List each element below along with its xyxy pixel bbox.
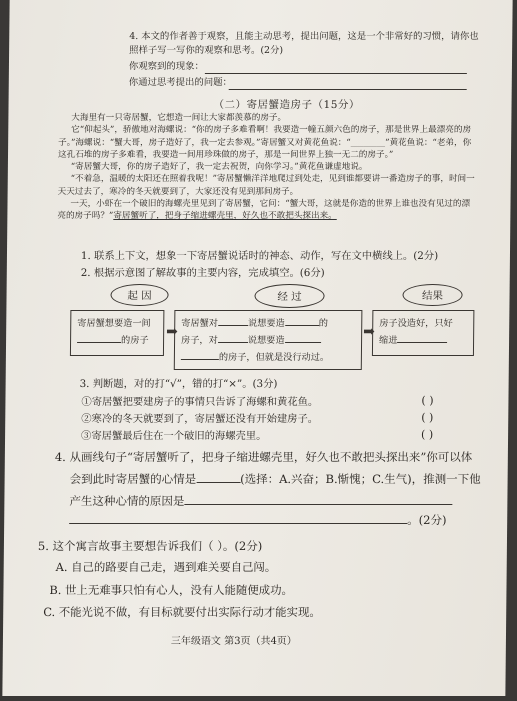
question-label: 你通过思考提出的问题： (128, 77, 232, 88)
box-process-text-e: 说想要造 (247, 335, 285, 346)
box-result-text-a: 房子没造好，只好 (379, 318, 453, 329)
option-c[interactable]: C. 不能光说不做，有目标就要付出实际行动才能实现。 (43, 605, 321, 619)
q4-top-line1: 4. 本文的作者善于观察，且能主动思考，提出问题，这是一个非常好的习惯，请你也 (129, 31, 479, 42)
box-process-text-c: 的 (318, 318, 329, 329)
box-process-text-d: 房子，对 (181, 335, 218, 346)
judge-item-1: ①寄居蟹把要建房子的事情只告诉了海螺和黄花鱼。 (81, 396, 319, 408)
question-4-line2 (70, 471, 481, 487)
box-process-text-b: 说想要造 (247, 318, 285, 329)
q4-text-d: 产生这种心情的原因是 (69, 494, 185, 508)
box-result-text-b: 缩进 (379, 335, 398, 346)
judge-item-3: ③寄居蟹最后住在一个破旧的海螺壳里。 (81, 430, 267, 442)
answer-paren-1[interactable]: ( ) (421, 394, 434, 407)
story-text (57, 112, 476, 223)
blank-who-2[interactable] (218, 342, 248, 343)
arrow-right-icon: ➡ (166, 324, 178, 340)
blank-mood[interactable] (196, 482, 240, 483)
q4-text-b: 会到此时寄居蟹的心情是 (69, 472, 197, 486)
box-cause-text-b: 的房子 (121, 335, 149, 346)
box-process (174, 310, 363, 370)
story-paragraph-last (57, 198, 475, 223)
story-paragraph: “不着急，温暖的太阳还在照着我呢！”寄居蟹懒洋洋地爬过到处走，见到谁都要讲一番造房子的事，时间一天天过去了，寒冷的冬天就要到了，大家还没有见到那间房子。 (57, 174, 475, 197)
question-5: 5. 这个寓言故事主要想告诉我们（ ）。(2分) (37, 539, 263, 553)
judge-item-2: ②寒冷的冬天就要到了，寄居蟹还没有开始建房子。 (81, 413, 319, 425)
story-paragraph: 大海里有一只寄居蟹，它想造一间让大家都羡慕的房子。 (71, 113, 287, 123)
story-paragraph: “寄居蟹大哥，你的房子造好了，我一定去祝贺，向你学习。”黄花鱼谦虚地说。 (70, 162, 368, 173)
option-b[interactable]: B. 世上无难事只怕有心人，没有人能随便成功。 (49, 583, 293, 597)
box-result (372, 310, 474, 356)
box-process-text-a: 寄居蟹对 (181, 318, 219, 329)
question-3: 3. 判断题，对的打“√”，错的打“×”。(3分) (79, 378, 278, 390)
blank-reason-2[interactable] (69, 523, 407, 524)
question-4-line4 (69, 512, 446, 528)
page-footer: 三年级语文 第3页（共4页） (170, 636, 297, 647)
option-a[interactable]: A. 自己的路要自己走，遇到难关要自己闯。 (55, 560, 277, 574)
box-cause (70, 310, 164, 356)
blank-house-type[interactable] (77, 342, 121, 343)
question-1: 1. 联系上下文，想象一下寄居蟹说话时的神态、动作，写在文中横线上。(2分) (80, 250, 439, 262)
blank-who-1[interactable] (218, 325, 248, 326)
blank-what-2[interactable] (285, 342, 321, 343)
question-answer-line[interactable] (229, 89, 467, 90)
observe-label: 你观察到的现象： (128, 61, 205, 72)
box-process-text-f: 的房子，但就是没行动过。 (218, 352, 330, 363)
exam-page (2, 0, 512, 696)
oval-result-label: 结果 (421, 289, 444, 302)
oval-process-label: 经 过 (277, 290, 302, 303)
blank-reason-1[interactable] (184, 504, 452, 505)
q4-top-line2: 照样子写一写你的观察和思考。(2分) (129, 45, 284, 56)
section-title: （二）寄居蟹造房子（15分） (213, 99, 360, 111)
q4-text-c: (选择：A.兴奋；B.惭愧；C.生气)，推测一下他 (240, 472, 481, 486)
question-4-line3 (69, 493, 452, 509)
observe-answer-line[interactable] (205, 73, 467, 74)
underlined-sentence: 寄居蟹听了，把身子缩进螺壳里，好久也不敢把头探出来。 (113, 211, 337, 222)
oval-process (254, 284, 324, 308)
arrow-right-icon: ➡ (363, 324, 375, 340)
oval-result (402, 284, 462, 306)
blank-what-1[interactable] (285, 325, 319, 326)
story-p5-plain: 一天，小虾在一个破旧的海螺壳里见到了寄居蟹，它问：“蟹大哥，这就是你造的世界上谁也没有见过的漂亮的房子吗？” (57, 199, 471, 222)
question-2: 2. 根据示意图了解故事的主要内容，完成填空。(6分) (80, 267, 325, 279)
q4-score: 。(2分) (407, 513, 447, 527)
blank-result[interactable] (397, 342, 447, 343)
oval-cause (110, 284, 168, 306)
story-paragraph: 它“仰起头”，骄傲地对海螺说：“你的房子多难看啊！我要造一幢五颜六色的房子，那是世界上最漂亮的房子。”海螺说：“蟹大哥，房子造好了，我一定去参观。”寄居蟹又对黄花鱼说：“________”黄花鱼说：“老弟，你这孔石堆的房子多难看，我要造一间用珍珠做的房子，那是一间世界上独一无二的房子。” (57, 125, 472, 160)
answer-paren-2[interactable]: ( ) (421, 411, 434, 424)
oval-cause-label: 起 因 (127, 289, 152, 302)
answer-paren-3[interactable]: ( ) (421, 428, 434, 441)
blank-what-3[interactable] (181, 359, 219, 360)
box-cause-text-a: 寄居蟹想要造一间 (77, 318, 151, 329)
question-4-line1: 4. 从画线句子“寄居蟹听了，把身子缩进螺壳里，好久也不敢把头探出来”你可以体 (54, 450, 473, 464)
